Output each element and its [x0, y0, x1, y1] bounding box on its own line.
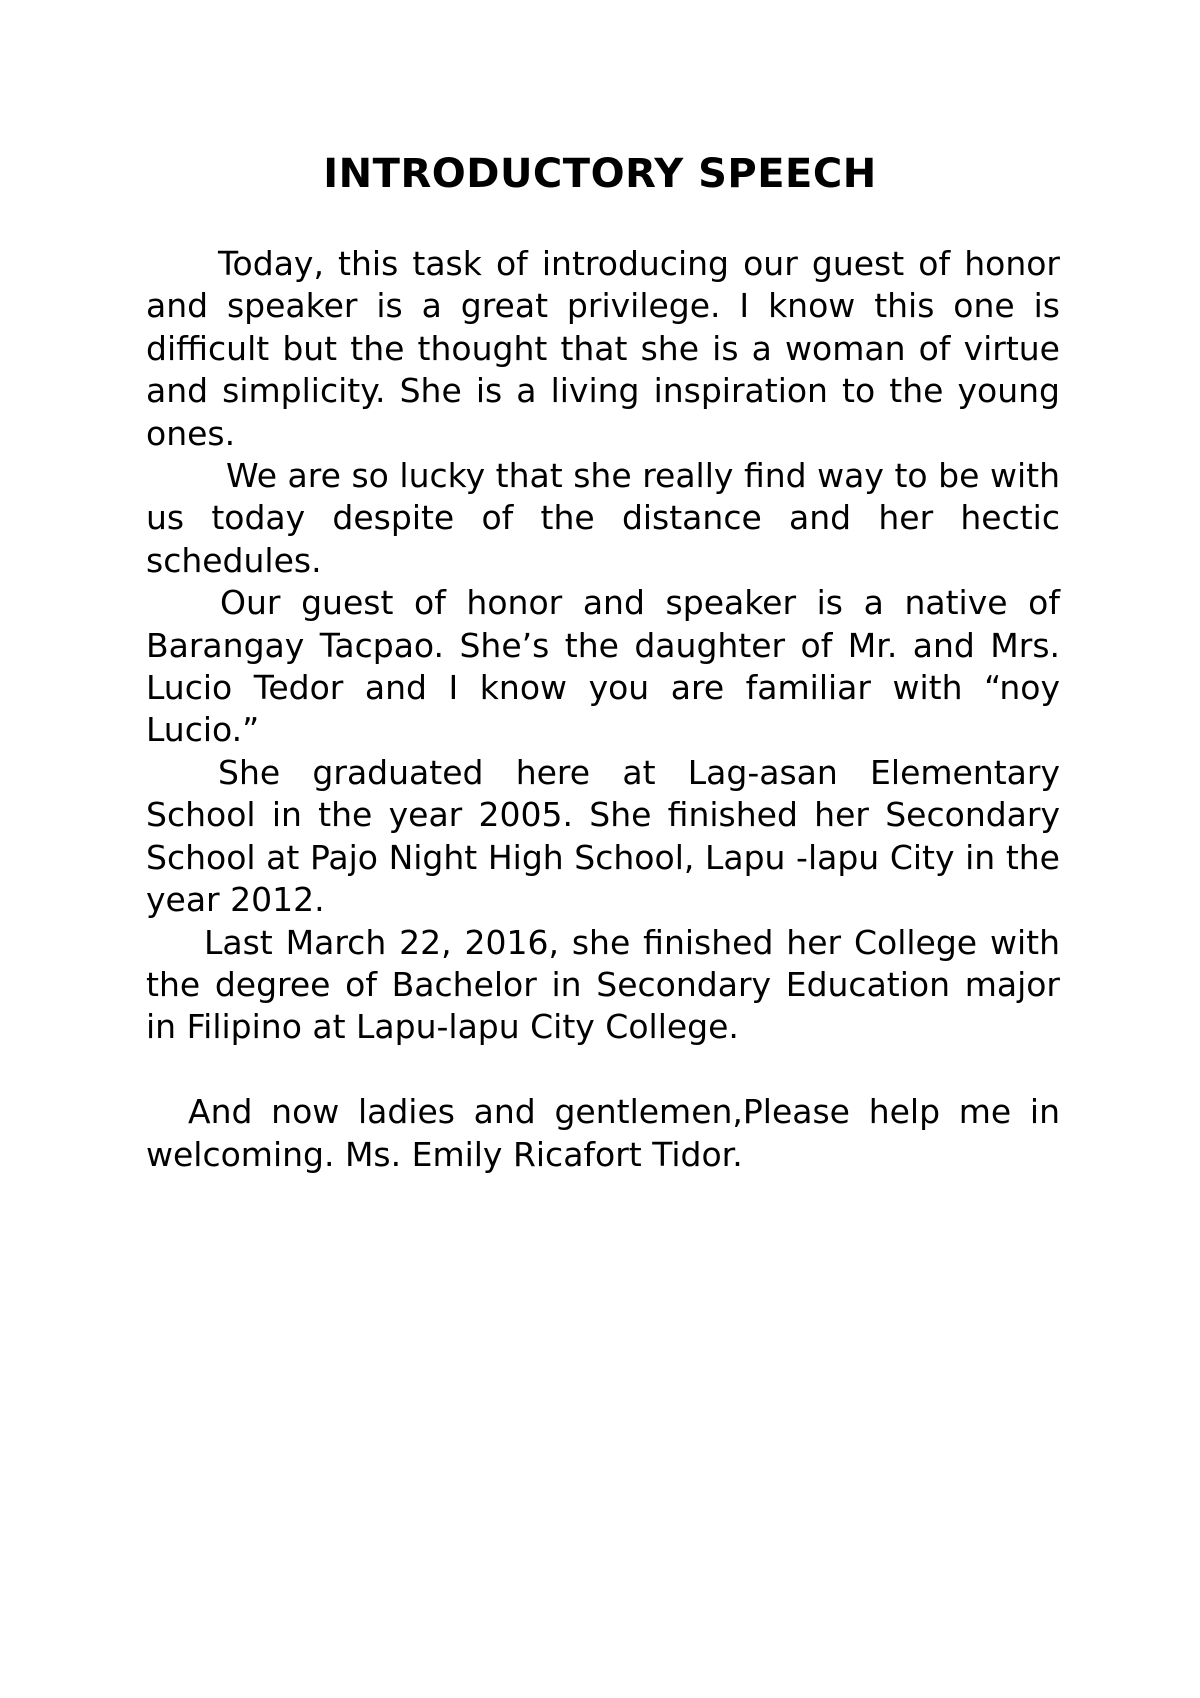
- paragraph-native: Our guest of honor and speaker is a native of Barangay Tacpao. She’s the daughter of Mr. and Mrs. Lucio Tedor and I know you are familiar with “noy Lucio.”: [146, 583, 1060, 750]
- page-title: INTRODUCTORY SPEECH: [323, 151, 877, 197]
- paragraph-education: She graduated here at Lag-asan Elementary School in the year 2005. She finished her Secondary School at Pajo Night High School, Lapu -lapu City in the year 2012.: [146, 752, 1060, 920]
- paragraph-intro: Today, this task of introducing our guest of honor and speaker is a great privilege. I know this one is difficult but the thought that she is a woman of virtue and simplicity. She is a living inspiration to the young ones.: [146, 244, 1060, 453]
- paragraph-lucky: We are so lucky that she really find way to be with us today despite of the distance and her hectic schedules.: [146, 456, 1060, 580]
- paragraph-college: Last March 22, 2016, she finished her College with the degree of Bachelor in Secondary Education major in Filipino at Lapu-lapu City College.: [146, 922, 1060, 1047]
- paragraph-spacer: [146, 1049, 1060, 1091]
- paragraph-welcome: And now ladies and gentlemen,Please help me in welcoming. Ms. Emily Ricafort Tidor.: [146, 1092, 1060, 1174]
- speech-body: [146, 243, 1060, 1176]
